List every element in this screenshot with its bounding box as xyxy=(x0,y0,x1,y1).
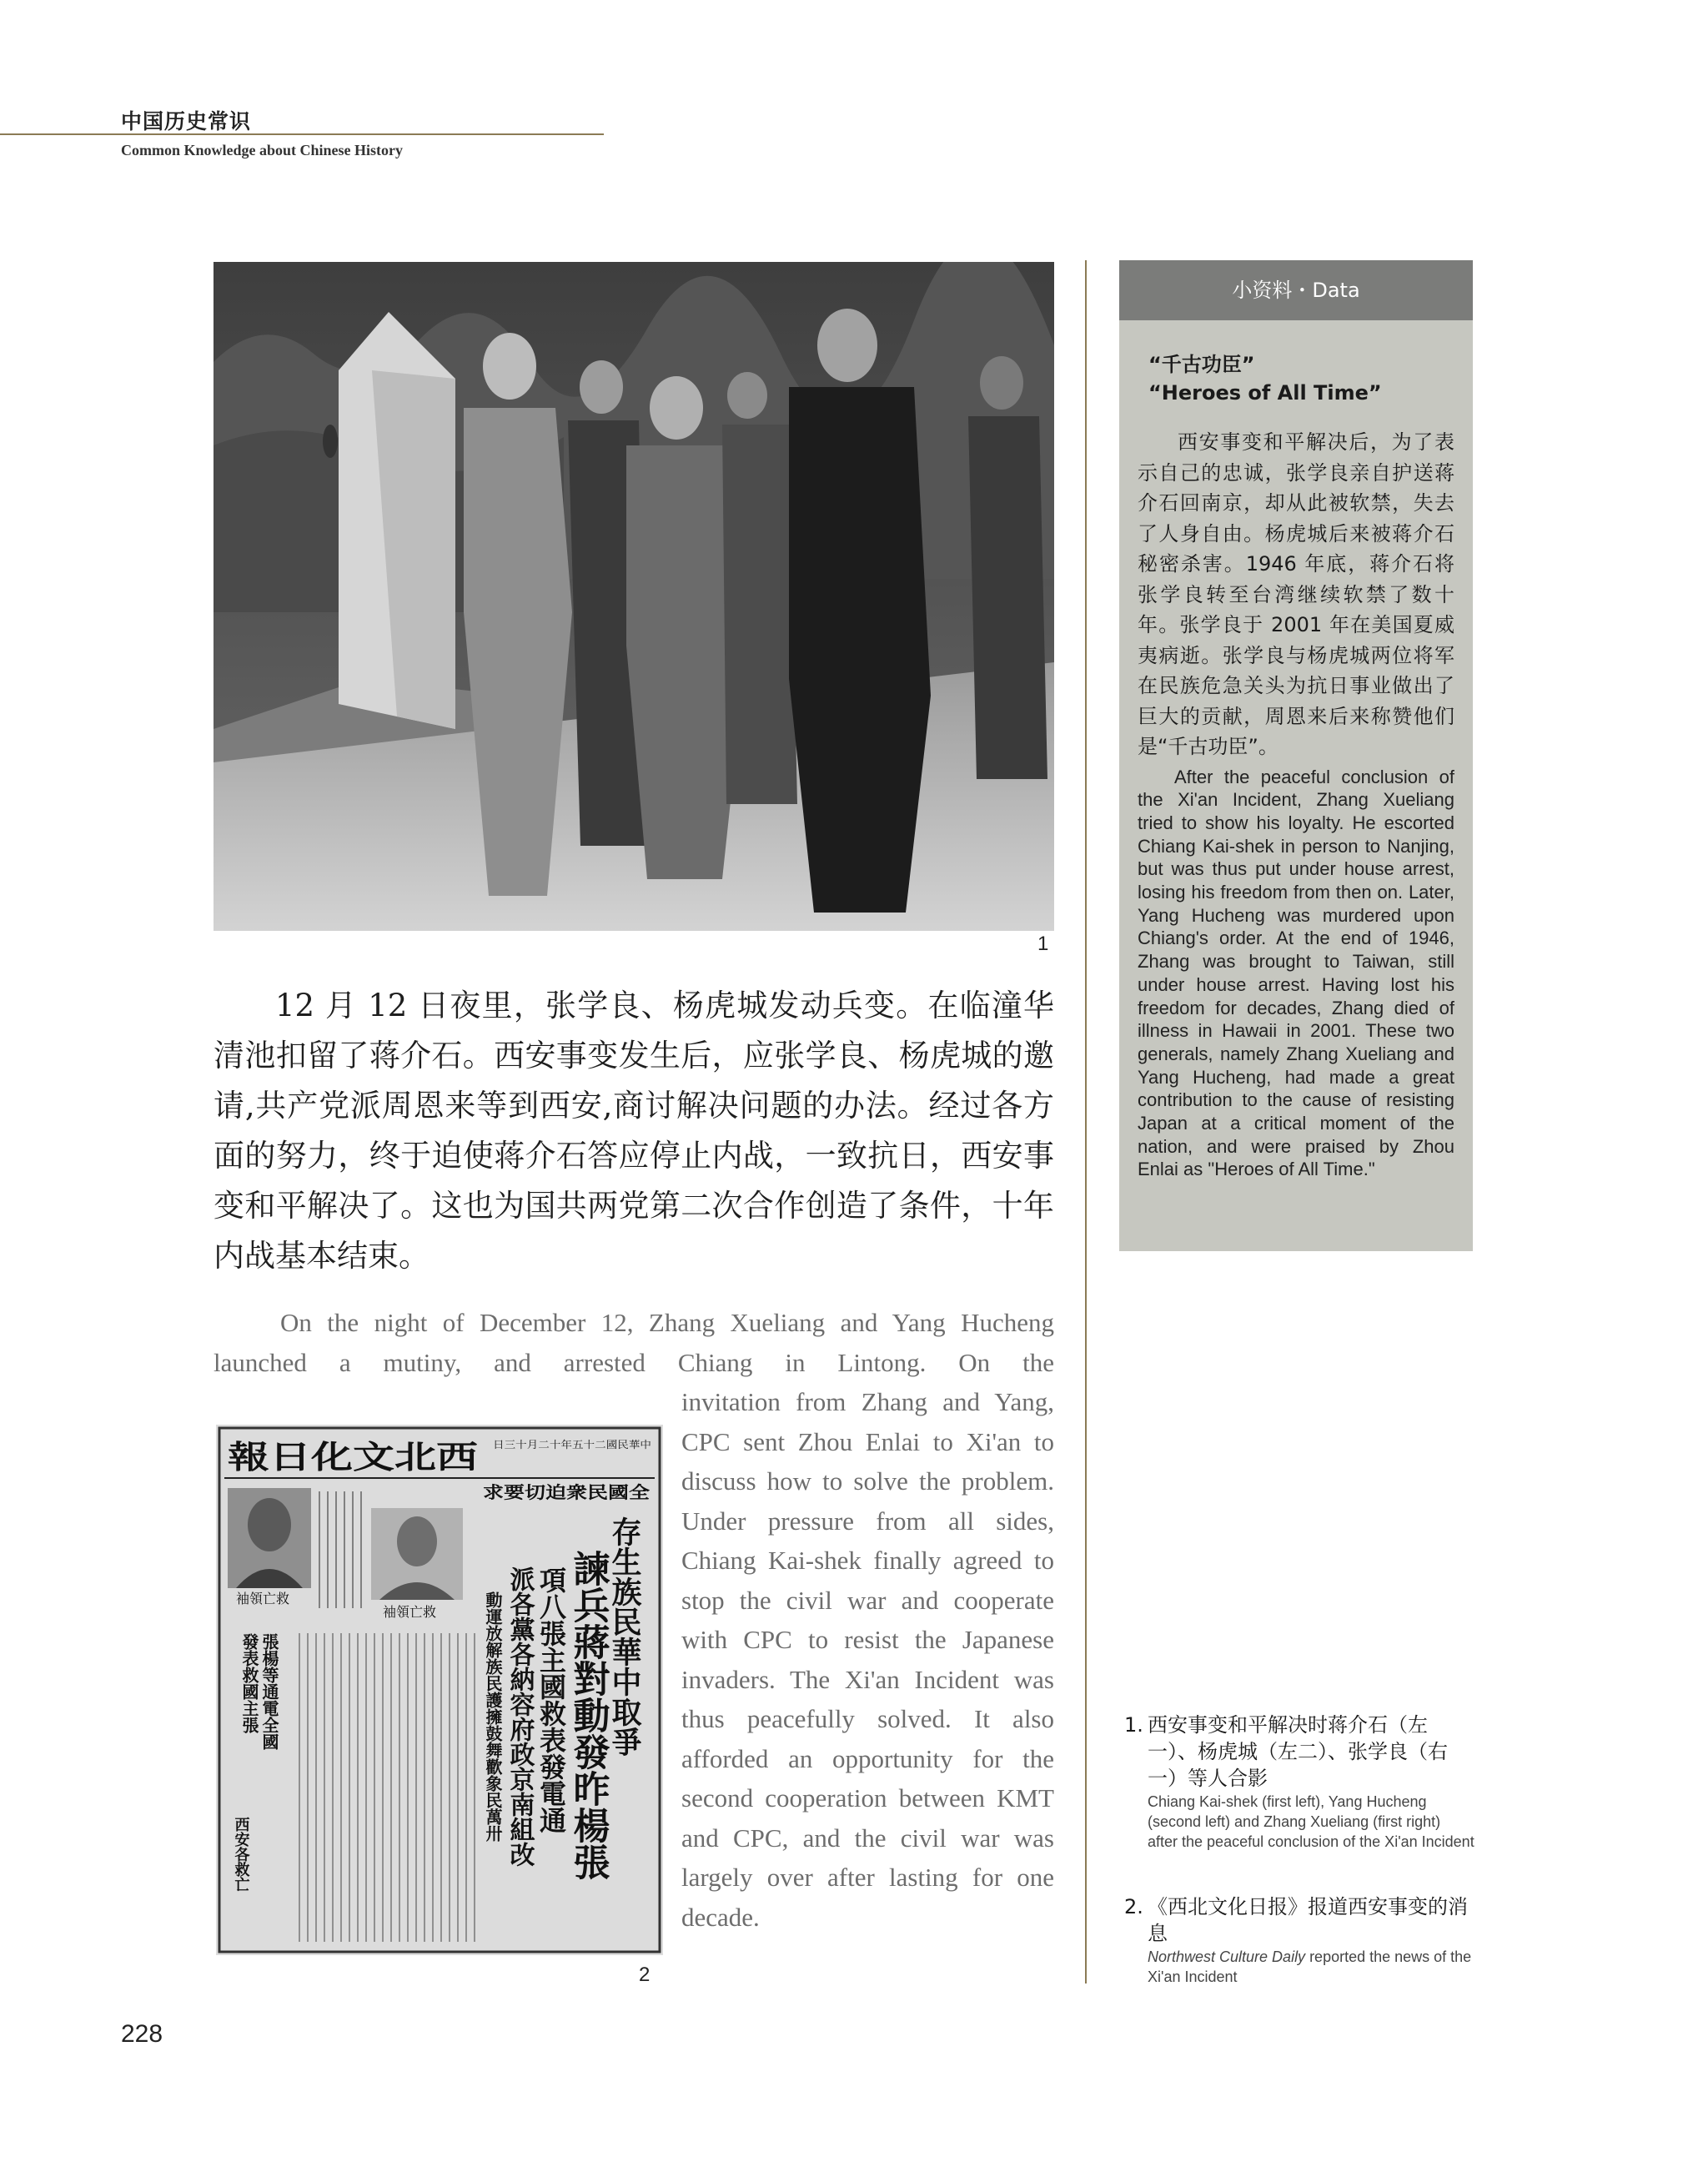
caption-1 xyxy=(1124,1712,1474,1852)
caption-1-en: Chiang Kai-shek (first left), Yang Hucheng (second left) and Zhang Xueliang (first right) after the peaceful conclusion of the Xi'an Incident xyxy=(1148,1793,1474,1850)
caption-1-cn xyxy=(1124,1712,1474,1792)
figure-1-number: 1 xyxy=(1037,933,1049,955)
column-divider xyxy=(1085,260,1087,1984)
running-header-title-en: Common Knowledge about Chinese History xyxy=(121,142,404,158)
column-foot: 西安各救亡 xyxy=(232,1817,250,1892)
historical-group-photo xyxy=(214,262,1054,931)
caption-1-number: 1. xyxy=(1124,1713,1143,1737)
caption-2-number: 2. xyxy=(1124,1895,1143,1918)
caption-2-en xyxy=(1124,1947,1474,1987)
caption-2-cn xyxy=(1124,1893,1474,1947)
headline-sub3: 動運放解族民護擁鼓舞歡象民萬卅 xyxy=(483,1591,503,1842)
headline-top: 求要切迫衆民國全 xyxy=(483,1482,650,1502)
sidebar-title xyxy=(1148,350,1473,407)
caption-2-en-italic: Northwest Culture Daily xyxy=(1148,1948,1306,1965)
column-head-b: 發表救國主張 xyxy=(239,1633,259,1733)
column-head-a: 張楊等通電全國 xyxy=(259,1633,279,1750)
caption-1-cn-text: 西安事变和平解决时蒋介石（左一）、杨虎城（左二）、张学良（右一）等人合影 xyxy=(1148,1713,1448,1790)
newspaper-clipping xyxy=(216,1425,663,1955)
slogan: 存生族民華中取爭 xyxy=(607,1516,642,1757)
headline-sub1: 項八張主國救表發電通 xyxy=(535,1566,567,1833)
body-text-chinese: 12 月 12 日夜里，张学良、杨虎城发动兵变。在临潼华清池扣留了蒋介石。西安事变发生后，应张学良、杨虎城的邀请,共产党派周恩来等到西安,商讨解决问题的办法。经过各方面的努力，终于迫使蒋介石答应停止内战，一致抗日，西安事变和平解决了。这也为国共两党第二次合作创造了条件，十年内战基本结束。 xyxy=(214,988,1054,1274)
sidebar-title-cn: “千古功臣” xyxy=(1148,353,1255,376)
body-text-english-column: invitation from Zhang and Yang, CPC sent Zhou Enlai to Xi'an to discuss how to solve the problem. Under pressure from all sides, Chiang Kai-shek finally agreed to stop the civil war and cooperate with CPC to resist the Japanese invaders. The Xi'an Incident was thus peacefully solved. It also afforded an opportunity for the second cooperation between KMT and CPC, and the civil war was largely over after lasting for one decade. xyxy=(681,1387,1054,1932)
running-header-title-cn: 中国历史常识 xyxy=(121,109,252,133)
sidebar-text-en: After the peaceful conclusion of the Xi'an Incident, Zhang Xueliang tried to show his loyalty. He escorted Chiang Kai-shek in person to Nanjing, but was thus put under house arrest, losing his freedom from then on. Later, Yang Hucheng was murdered upon Chiang's order. At the end of 1946, Zhang was brought to Taiwan, still under house arrest. Having lost his freedom for decades, Zhang died of illness in Hawaii in 2001. These two generals, namely Zhang Xueliang and Yang Hucheng, had made a great contribution to the cause of resisting Japan at a critical moment of the nation, and were praised by Zhou Enlai as "Heroes of All Time." xyxy=(1138,766,1454,1180)
portrait-label-left: 袖領亡救 xyxy=(236,1591,290,1606)
headline-main: 諫兵蔣對動發昨楊張 xyxy=(566,1550,610,1880)
caption-2-en-rest: reported the news of the Xi'an Incident xyxy=(1148,1948,1472,1985)
caption-2 xyxy=(1124,1893,1474,1987)
date-line: 日三十月二十年五十二國民華中 xyxy=(493,1439,634,1451)
portrait-label-right: 袖領亡救 xyxy=(383,1604,437,1620)
masthead: 報日化文北西 xyxy=(228,1438,478,1476)
sidebar-title-en: “Heroes of All Time” xyxy=(1148,381,1382,405)
header-rule xyxy=(0,133,604,135)
headline-sub2: 派各黨各納容府政京南組改 xyxy=(505,1566,535,1867)
sidebar-header: 小资料・Data xyxy=(1119,260,1473,320)
data-sidebar xyxy=(1119,260,1473,1251)
figure-2-number: 2 xyxy=(639,1963,651,1986)
caption-2-cn-text: 《西北文化日报》报道西安事变的消息 xyxy=(1148,1895,1468,1945)
sidebar-text-cn: 西安事变和平解决后，为了表示自己的忠诚，张学良亲自护送蒋介石回南京，却从此被软禁，失去了人身自由。杨虎城后来被蒋介石秘密杀害。1946 年底，蒋介石将张学良转至台湾继续软禁了数十年。张学良于 2001 年在美国夏威夷病逝。张学良与杨虎城两位将军在民族危急关头为抗日事业做出了巨大的贡献，周恩来后来称赞他们是“千古功臣”。 xyxy=(1138,430,1454,758)
body-text-english-lead: On the night of December 12, Zhang Xueliang and Yang Hucheng launched a mutiny, and arrested Chiang in Lintong. On the xyxy=(214,1308,1054,1377)
page-number: 228 xyxy=(121,2020,163,2048)
